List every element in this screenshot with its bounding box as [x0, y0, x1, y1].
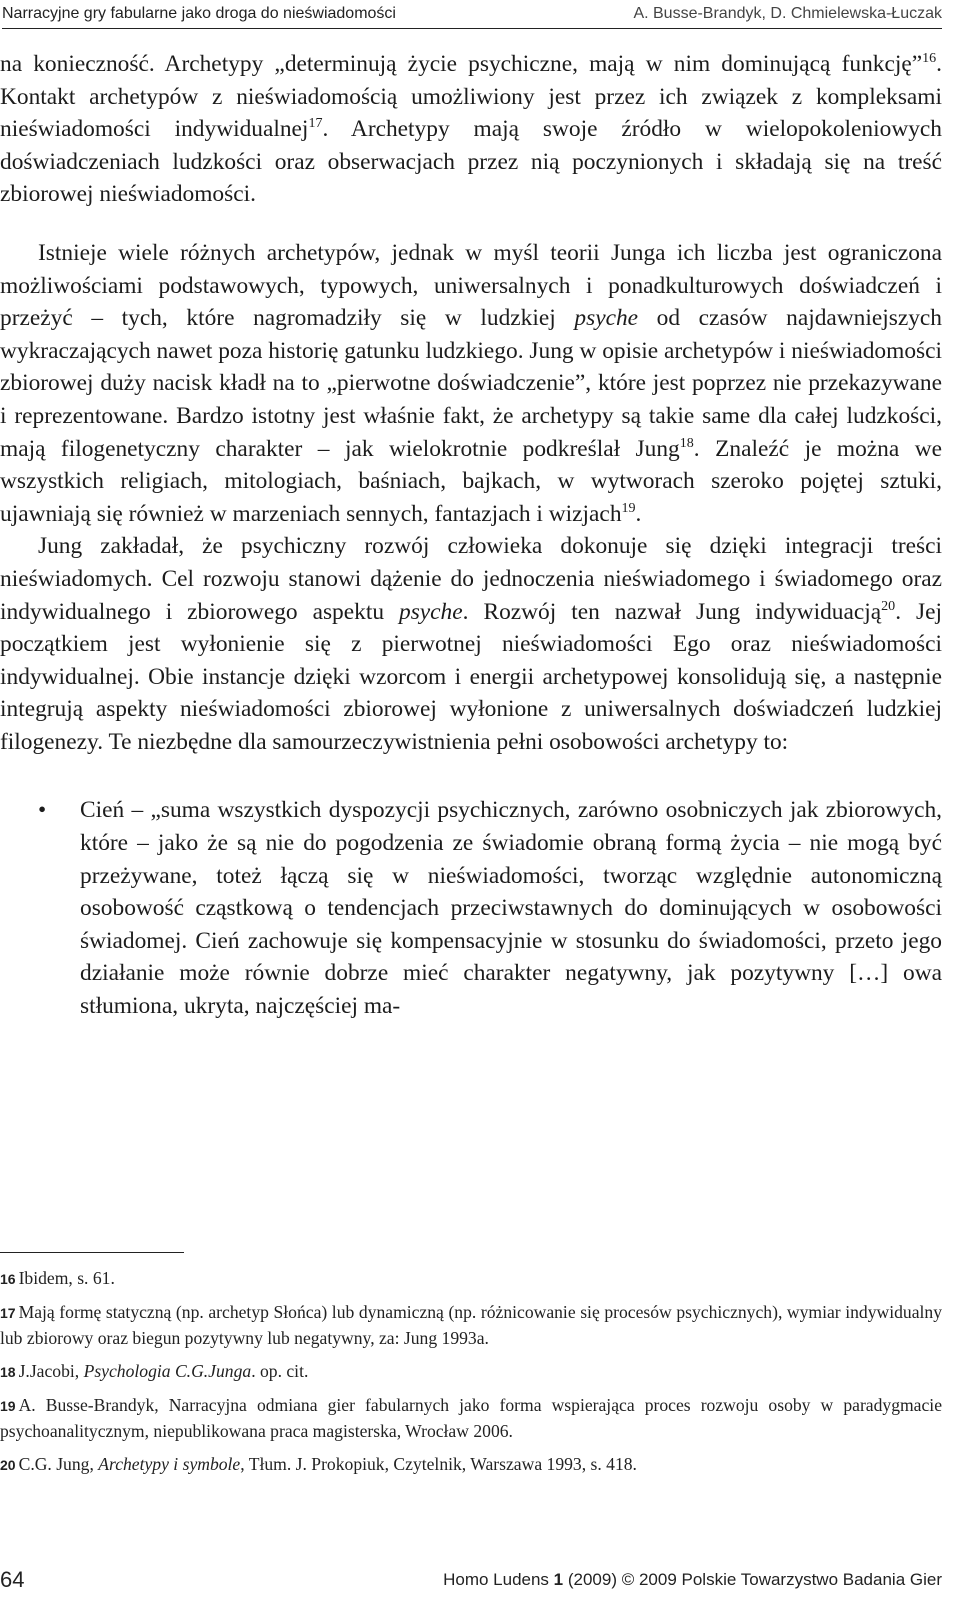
page-number: 64 — [0, 1567, 25, 1592]
footnote-ref-16: 16 — [922, 50, 937, 67]
main-text — [0, 48, 942, 1023]
footnote-ref-20: 20 — [881, 597, 896, 614]
footnote-italic-title: Psychologia C.G.Junga — [83, 1361, 252, 1381]
journal-copyright: (2009) © 2009 Polskie Towarzystwo Badania Gier — [563, 1570, 942, 1589]
footnote-20 — [0, 1452, 942, 1478]
footnote-number: 20 — [0, 1457, 16, 1473]
journal-name: Homo Ludens — [443, 1570, 554, 1589]
p3-italic-psyche: psyche — [399, 598, 463, 625]
footnote-number: 16 — [0, 1271, 16, 1287]
running-title: Narracyjne gry fabularne jako droga do nieświadomości — [2, 5, 396, 22]
p2-text-d: . — [635, 500, 642, 527]
paragraph-2 — [0, 237, 942, 530]
bullet-item-cien — [0, 794, 942, 1022]
footnote-16 — [0, 1266, 942, 1292]
journal-info — [443, 1570, 942, 1590]
p1-text-c: . Archetypy mają swoje źródło w wielopokoleniowych doświadczeniach ludzkości oraz obserwacjach przez nią poczynionych i składają się na treść zbiorowej nieświadomości. — [0, 116, 942, 208]
footnote-number: 18 — [0, 1364, 16, 1380]
footnote-text-a: J.Jacobi, — [18, 1361, 84, 1381]
footnote-text-b: , Tłum. J. Prokopiuk, Czytelnik, Warszawa 1993, s. 418. — [240, 1454, 637, 1474]
journal-issue: 1 — [553, 1570, 564, 1589]
footnote-19 — [0, 1393, 942, 1444]
footnote-number: 17 — [0, 1305, 16, 1321]
footnote-text: Ibidem, s. 61. — [18, 1268, 115, 1288]
p3-text-c: . Jej początkiem jest wyłonienie się z pierwotnej nieświadomości Ego oraz nieświadomości indywidualnej. Obie instancje dzięki wzorcom i energii archetypowej konsolidują się, a następnie integrują aspekty nieświadomości zbiorowej wyłonione z uniwersalnych doświadczeń ludzkiej filogenezy. Te niezbędne dla samourzeczywistnienia pełni osobowości archetypy to: — [0, 598, 942, 755]
footnote-italic-title: Archetypy i symbole — [98, 1454, 241, 1474]
bullet-text: Cień – „suma wszystkich dyspozycji psychicznych, zarówno osobniczych jak zbiorowych, które – jako że są nie do pogodzenia ze świadomie obraną formą życia – nie mogą być przeżywane, toteż łączą się w nieświadomości, tworząc względnie autonomiczną osobowość cząstkową o tendencjach przeciwstawnych do dominujących w osobowości świadomej. Cień zachowuje się kompensacyjnie w stosunku do świadomości, przeto jego działanie może równie dobrze mieć charakter negatywny, jak pozytywny […] owa stłumiona, ukryta, najczęściej ma- — [80, 797, 942, 1020]
footnote-ref-19: 19 — [621, 499, 636, 516]
p1-text-b: . Kontakt archetypów z nieświadomością umożliwiony jest przez ich związek z kompleksami nieświadomości indywidualnej — [0, 51, 942, 143]
footnote-text: A. Busse-Brandyk, Narracyjna odmiana gier fabularnych jako forma wspierająca proces rozwoju osoby w paradygmacie psychoanalitycznym, niepublikowana praca magisterska, Wrocław 2006. — [0, 1395, 942, 1441]
p3-text-a: Jung zakładał, że psychiczny rozwój człowieka dokonuje się dzięki integracji treści nieświadomych. Cel rozwoju stanowi dążenie do jednoczenia nieświadomego i świadomego oraz indywidualnego i zbiorowego aspektu — [0, 533, 942, 625]
page-footer — [0, 1566, 942, 1594]
footnotes — [0, 1266, 942, 1486]
p2-text-a: Istnieje wiele różnych archetypów, jednak w myśl teorii Junga ich liczba jest ograniczona możliwościami podstawowych, typowych, uniwersalnych i ponadkulturowych doświadczeń i przeżyć – tych, które nagromadziły się w ludzkiej — [0, 239, 942, 332]
bullet-icon: • — [38, 797, 47, 824]
running-header — [2, 0, 942, 29]
p2-italic-psyche: psyche — [574, 305, 639, 332]
footnote-rule — [0, 1252, 184, 1253]
running-authors: A. Busse-Brandyk, D. Chmielewska-Łuczak — [633, 5, 942, 22]
p2-text-c: . Znaleźć je można we wszystkich religiach, mitologiach, baśniach, bajkach, w wytworach szeroko pojętej sztuki, ujawniają się również w marzeniach sennych, fantazjach i wizjach — [0, 435, 942, 527]
footnote-ref-18: 18 — [679, 434, 694, 451]
p1-text-a: na konieczność. Archetypy „determinują życie psychiczne, mają w nim dominującą funkcję” — [0, 51, 923, 77]
p2-text-b: od czasów najdawniejszych wykraczających nawet poza historię gatunku ludzkiego. Jung w opisie archetypów i nieświadomości zbiorowej duży nacisk kładł na to „pierwotne doświadczenie”, które jest poprzez nie przekazywane i reprezentowane. Bardzo istotny jest właśnie fakt, że archetypy są takie same dla całej ludzkości, mają filogenetyczny charakter – jak wielokrotnie podkreślał Jung — [0, 305, 942, 462]
footnote-number: 19 — [0, 1398, 16, 1414]
paragraph-3 — [0, 530, 942, 758]
paragraph-1 — [0, 48, 942, 211]
footnote-text-b: . op. cit. — [251, 1361, 309, 1381]
footnote-text: Mają formę statyczną (np. archetyp Słońca) lub dynamiczną (np. różnicowanie się procesów psychicznych), wymiar indywidualny lub zbiorowy oraz biegun pozytywny lub negatywny, za: Jung 1993a. — [0, 1302, 942, 1348]
footnote-text-a: C.G. Jung, — [18, 1454, 99, 1474]
footnote-17 — [0, 1300, 942, 1351]
p3-text-b: . Rozwój ten nazwał Jung indywiduacją — [462, 598, 882, 625]
footnote-ref-17: 17 — [308, 115, 323, 132]
footnote-18 — [0, 1359, 942, 1385]
